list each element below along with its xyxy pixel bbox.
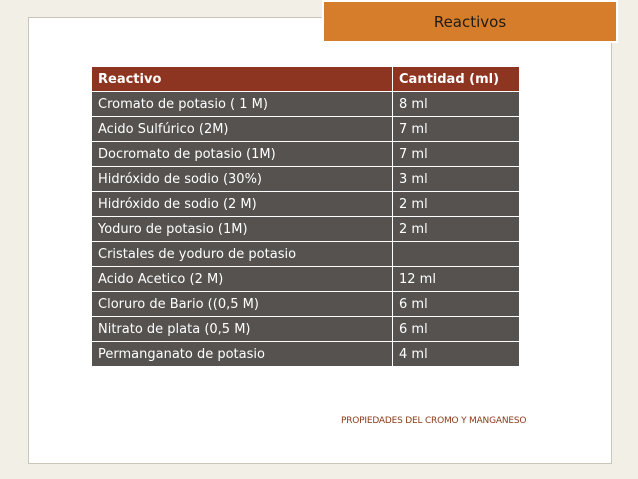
slide-title: Reactivos xyxy=(322,0,618,43)
cantidad-cell: 6 ml xyxy=(393,317,520,342)
table-row xyxy=(92,192,520,217)
table-row xyxy=(92,142,520,167)
table-row xyxy=(92,242,520,267)
cantidad-cell xyxy=(393,242,520,267)
table-row xyxy=(92,217,520,242)
table-row xyxy=(92,167,520,192)
reactivo-cell: Docromato de potasio (1M) xyxy=(92,142,393,167)
cantidad-cell: 12 ml xyxy=(393,267,520,292)
reactivo-cell: Nitrato de plata (0,5 M) xyxy=(92,317,393,342)
reactivo-cell: Hidróxido de sodio (30%) xyxy=(92,167,393,192)
table-row xyxy=(92,342,520,367)
reactivo-cell: Acido Acetico (2 M) xyxy=(92,267,393,292)
reactivo-cell: Cloruro de Bario ((0,5 M) xyxy=(92,292,393,317)
cantidad-cell: 2 ml xyxy=(393,217,520,242)
reactivo-cell: Permanganato de potasio xyxy=(92,342,393,367)
reactivo-cell: Cristales de yoduro de potasio xyxy=(92,242,393,267)
cantidad-cell: 7 ml xyxy=(393,117,520,142)
cantidad-cell: 3 ml xyxy=(393,167,520,192)
reactivo-cell: Acido Sulfúrico (2M) xyxy=(92,117,393,142)
table-row xyxy=(92,267,520,292)
table-header-row xyxy=(92,67,520,92)
reactivo-cell: Yoduro de potasio (1M) xyxy=(92,217,393,242)
footer-text: PROPIEDADES DEL CROMO Y MANGANESO xyxy=(341,416,527,426)
cantidad-cell: 4 ml xyxy=(393,342,520,367)
header-reactivo: Reactivo xyxy=(92,67,393,92)
reactivo-cell: Hidróxido de sodio (2 M) xyxy=(92,192,393,217)
reactivo-cell: Cromato de potasio ( 1 M) xyxy=(92,92,393,117)
reagents-table xyxy=(91,66,520,367)
cantidad-cell: 8 ml xyxy=(393,92,520,117)
table-row xyxy=(92,317,520,342)
cantidad-cell: 6 ml xyxy=(393,292,520,317)
table-row xyxy=(92,92,520,117)
cantidad-cell: 7 ml xyxy=(393,142,520,167)
cantidad-cell: 2 ml xyxy=(393,192,520,217)
table-row xyxy=(92,117,520,142)
table-row xyxy=(92,292,520,317)
header-cantidad: Cantidad (ml) xyxy=(393,67,520,92)
